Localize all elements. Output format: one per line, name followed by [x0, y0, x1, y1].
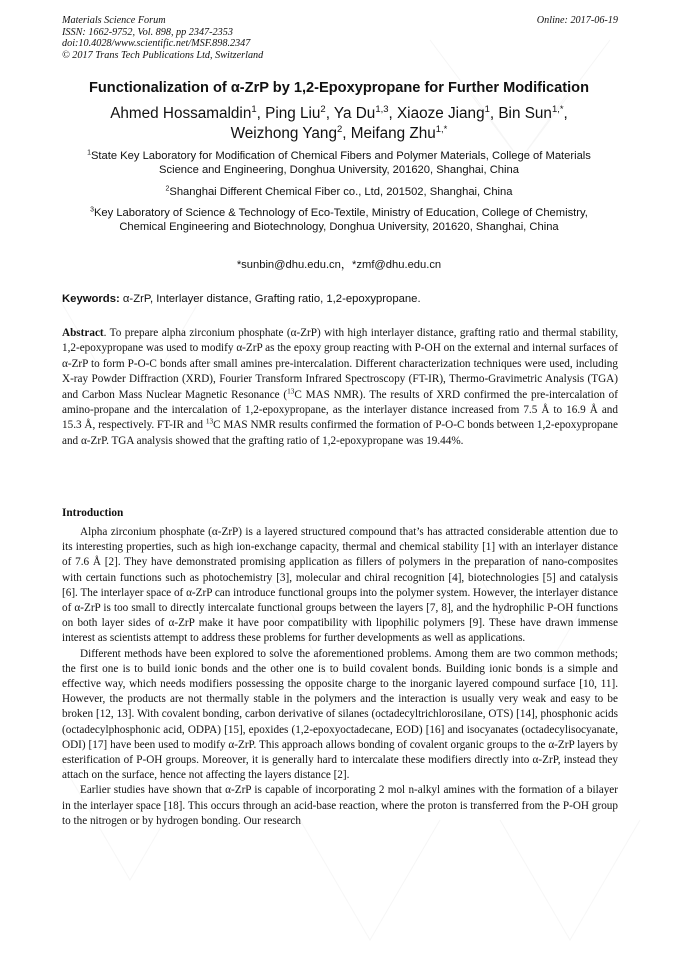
affiliation-text: State Key Laboratory for Modification of Chemical Fibers and Polymer Materials, College of Materials Science and Engineering, Donghua University, 201620, Shanghai, China — [90, 150, 591, 177]
author-sep: , — [325, 105, 334, 122]
author-affil-sup: 1 — [484, 103, 490, 115]
keywords — [62, 292, 618, 306]
keywords-text: α-ZrP, Interlayer distance, Grafting ratio, 1,2-epoxypropane. — [119, 293, 421, 305]
paragraph: Earlier studies have shown that α-ZrP is capable of incorporating 2 mol n-alkyl amines with the formation of a bilayer in the interlayer space [18]. This occurs through an acid-base reaction, where the proton is transferred from the P-OH group to the nitrogen or by hydrogen bonding. Our research — [62, 784, 618, 827]
author-affil-sup: 2 — [336, 123, 343, 135]
introduction-body — [62, 525, 618, 829]
journal-doi: doi:10.4028/www.scientific.net/MSF.898.2347 — [62, 38, 251, 50]
author-affil-sup: 1 — [251, 103, 257, 115]
abstract-text: C MAS NMR results confirmed the formation of P-O-C bonds between 1,2-epoxypropane and α-ZrP. TGA analysis showed that the grafting ratio of 1,2-epoxypropane was 19.44%. — [62, 419, 618, 447]
author-name: Ya Du — [333, 105, 376, 122]
journal-copyright: © 2017 Trans Tech Publications Ltd, Switzerland — [62, 49, 264, 61]
affiliation-text: Shanghai Different Chemical Fiber co., Ltd, 201502, Shanghai, China — [169, 186, 513, 198]
affiliation-1 — [70, 149, 608, 177]
affiliation-3 — [70, 206, 608, 234]
author-affil-sup: 1,3 — [375, 103, 389, 115]
author-line-1 — [70, 104, 608, 124]
online-date: Online: 2017-06-19 — [536, 15, 618, 26]
abstract-text: C MAS NMR). The results of XRD confirmed the pre-intercalation of amino-propane and the intercalation of 1,2-epoxypropane, as the interlayer distance increased from 7.5 Å to 16.9 Å and 15.3 Å, respectively. FT-IR and — [62, 388, 618, 432]
author-name: Bin Sun — [498, 105, 552, 122]
author-name: Weizhong Yang — [230, 125, 337, 142]
author-sep: , — [563, 105, 568, 122]
author-affil-sup: 2 — [320, 103, 326, 115]
author-affil-sup: 1,* — [435, 123, 448, 135]
affiliation-text: Key Laboratory of Science & Technology of Eco-Textile, Ministry of Education, College of Chemistry, Chemical Engineering and Biotechnology, Donghua University, 201620, Shanghai, China — [93, 207, 588, 234]
paragraph: Alpha zirconium phosphate (α-ZrP) is a layered structured compound that’s has attracted considerable attention due to its interesting properties, such as high ion-exchange capacity, thermal and chemical stability [1] with an interlayer distance of 7.6 Å [2]. They have demonstrated promising application as fillers of polymers in the preparation of nano-composites with certain functions such as photochemistry [3], molecular and chiral recognition [4], biotechnologies [5] and catalysis [6]. The interlayer space of α-ZrP can introduce functional groups into the polymer system. However, the interlayer distance of α-ZrP is too small to directly intercalate functional groups between the layers [7, 8], and the hydrophilic P-OH functions on both layer sides of α-ZrP make it have poor compatibility with lipophilic polymers [9]. These have drawn immense interest as scientists attempt to address these problems for further developments as well as applications. — [62, 526, 618, 645]
journal-issn: ISSN: 1662-9752, Vol. 898, pp 2347-2353 — [62, 26, 233, 38]
abstract-label: Abstract — [62, 327, 104, 339]
author-affil-sup: 1,* — [551, 103, 564, 115]
author-name: Xiaoze Jiang — [396, 105, 485, 122]
author-name: Ahmed Hossamaldin — [110, 105, 252, 122]
keywords-label: Keywords: — [62, 293, 120, 305]
author-sep: , — [342, 125, 351, 142]
author-name: Ping Liu — [265, 105, 321, 122]
affiliation-sup: 1 — [87, 149, 91, 157]
abstract — [62, 326, 618, 449]
author-sep: , — [256, 105, 266, 122]
author-sep: , — [388, 105, 397, 122]
affiliation-sup: 3 — [90, 206, 94, 214]
abstract-text: . To prepare alpha zirconium phosphate (α-ZrP) with high interlayer distance, grafting ratio and thermal stability, 1,2-epoxypropane was used to modify α-ZrP as the epoxy group reacting with P-OH on the external and internal surfaces of α-ZrP to form P-O-C bonds after small amines pre-intercalation. Different characterization techniques were used, including X-ray Powder Diffraction (XRD), Fourier Transform Infrared Spectroscopy (FT-IR), Thermo-Gravimetric Analysis (TGA) and Carbon Mass Nuclear Magnetic Resonance ( — [62, 327, 618, 401]
author-list — [70, 104, 608, 144]
introduction-heading: Introduction — [62, 507, 124, 519]
paragraph: Different methods have been explored to solve the aforementioned problems. Among them are two common methods; the first one is to build ionic bonds and the other one is to build covalent bonds. Building ionic bonds is a simple and effective way, which needs modifiers possessing the opposite charge to the inorganic layered compound surface [10, 11]. However, the products are not thermally stable in the polymers and the interaction is usually very weak and easy to be broken [12, 13]. With covalent bonding, carbon derivative of silanes (octadecyltrichlorosilane, OTS) [14], phosphonic acids (octadecylphosphonic acid, ODPA) [15], epoxides (1,2-epoxyoctadecane, EOD) [16] and isocyanates (octadecylisocyanate, ODI) [17] have been used to modify α-ZrP. This approach allows bonding of covalent organic groups to the α-ZrP layers by esterification of P-OH groups. Moreover, it is generally hard to intercalate these modifiers directly into α-ZrP, instead they attach on the surface, hence not affecting the layers distance [2]. — [62, 647, 618, 782]
paper-title: Functionalization of α-ZrP by 1,2-Epoxypropane for Further Modification — [88, 80, 590, 96]
abstract-sup: 13 — [205, 417, 214, 426]
affiliation-2 — [70, 185, 608, 199]
abstract-sup: 13 — [287, 386, 295, 395]
journal-header — [62, 15, 618, 61]
author-line-2 — [70, 124, 608, 144]
journal-name: Materials Science Forum — [62, 15, 166, 26]
affiliation-sup: 2 — [165, 185, 170, 193]
author-name: Meifang Zhu — [350, 125, 436, 142]
author-sep: , — [489, 105, 499, 122]
author-emails: *sunbin@dhu.edu.cn，*zmf@dhu.edu.cn — [236, 259, 442, 271]
